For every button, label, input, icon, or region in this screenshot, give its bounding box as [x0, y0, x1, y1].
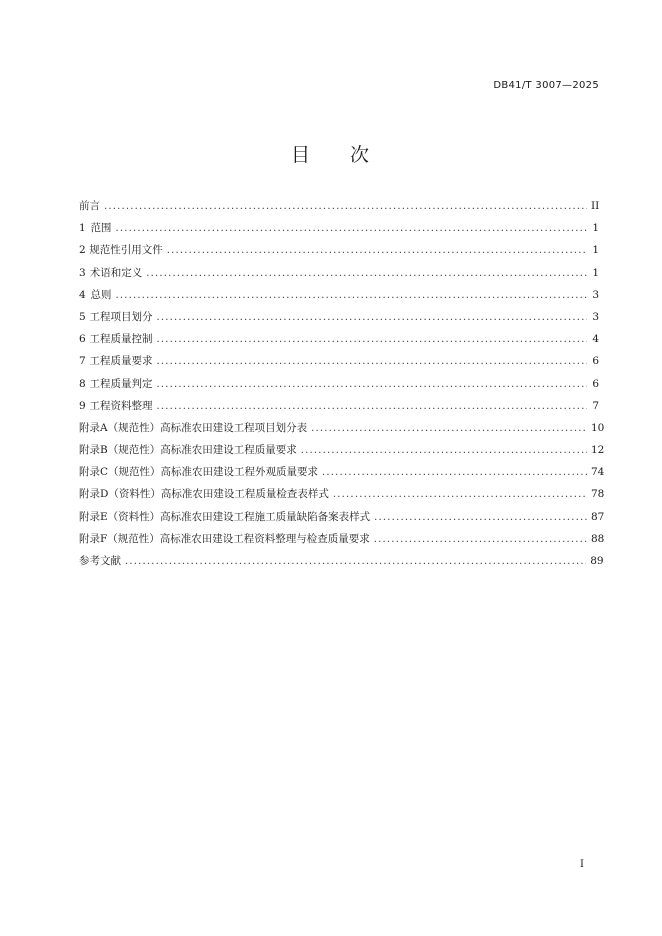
dot-leader [146, 268, 587, 279]
toc-entry[interactable] [79, 376, 599, 398]
toc-entry-appendix: 附录C（规范性） [79, 466, 161, 479]
title-char-2: 次 [350, 144, 372, 166]
toc-entry[interactable] [79, 420, 605, 442]
toc-entry-label: 高标准农田建设工程施工质量缺陷备案表样式 [160, 510, 371, 523]
toc-entry-number: 5 [79, 310, 86, 323]
toc-entry-appendix: 附录B（规范性） [79, 444, 161, 457]
toc-entry-label: 工程质量判定 [89, 377, 153, 390]
toc-entry-page: 7 [592, 399, 599, 412]
toc-entry-label: 高标准农田建设工程项目划分表 [160, 421, 308, 434]
toc-entry-number: 9 [79, 399, 86, 412]
toc-entry-appendix: 附录A（规范性） [79, 421, 161, 434]
toc-entry[interactable] [79, 553, 604, 575]
toc-entry-number: 1 [79, 222, 86, 235]
toc-entry[interactable] [79, 486, 605, 508]
toc-entry-appendix: 附录F（规范性） [79, 532, 160, 545]
toc-entry-page: 88 [591, 532, 605, 545]
toc-entry-label: 高标准农田建设工程质量检查表样式 [160, 488, 329, 501]
toc-entry-label: 范围 [90, 222, 112, 235]
toc-entry[interactable] [79, 331, 599, 353]
toc-entry-page: 1 [592, 222, 599, 235]
toc-entry-page: 74 [591, 466, 605, 479]
toc-entry-appendix: 附录D（资料性） [79, 488, 161, 501]
title-char-1: 目 [290, 144, 312, 166]
toc-entry[interactable] [79, 398, 599, 420]
dot-leader [374, 534, 587, 545]
toc-entry[interactable] [79, 531, 605, 553]
toc-entry-number: 8 [79, 377, 86, 390]
toc-entry-number: 7 [79, 355, 86, 368]
toc-entry-page: 78 [591, 488, 605, 501]
table-of-contents [79, 198, 605, 575]
toc-entry-page: 89 [590, 555, 604, 567]
dot-leader [115, 290, 587, 301]
toc-entry[interactable] [79, 198, 599, 220]
toc-entry-label: 参考文献 [79, 555, 121, 567]
toc-entry-label: 高标准农田建设工程资料整理与检查质量要求 [159, 532, 370, 545]
toc-entry[interactable] [79, 442, 605, 464]
toc-entry-label: 前言 [79, 200, 100, 212]
toc-entry-number: 2 [79, 244, 86, 257]
toc-entry-page: 1 [592, 244, 599, 257]
toc-entry[interactable] [79, 242, 599, 264]
dot-leader [156, 334, 587, 345]
dot-leader [322, 467, 587, 478]
toc-entry-appendix: 附录E（资料性） [79, 510, 161, 523]
toc-entry[interactable] [79, 265, 599, 287]
dot-leader [156, 379, 587, 390]
dot-leader [301, 445, 587, 456]
toc-entry[interactable] [79, 464, 605, 486]
toc-entry[interactable] [79, 287, 599, 309]
dot-leader [374, 512, 587, 523]
dot-leader [125, 556, 586, 567]
dot-leader [311, 423, 587, 434]
toc-entry-page: II [591, 200, 600, 212]
toc-entry-number: 6 [79, 333, 86, 346]
dot-leader [115, 223, 587, 234]
dot-leader [156, 356, 587, 367]
toc-entry-label: 总则 [90, 288, 112, 301]
toc-entry[interactable] [79, 353, 599, 375]
toc-entry-label: 高标准农田建设工程质量要求 [160, 444, 297, 457]
toc-entry-label: 高标准农田建设工程外观质量要求 [160, 466, 319, 479]
page-number: I [580, 859, 584, 870]
dot-leader [104, 201, 587, 212]
toc-entry-page: 6 [592, 355, 599, 368]
toc-entry[interactable] [79, 309, 599, 331]
page-title [0, 140, 662, 167]
toc-entry-label: 工程项目划分 [89, 310, 153, 323]
dot-leader [156, 401, 587, 412]
document-code: DB41/T 3007—2025 [493, 80, 599, 91]
toc-entry-page: 6 [592, 377, 599, 390]
toc-entry-page: 12 [591, 444, 605, 457]
toc-entry-page: 3 [592, 288, 599, 301]
toc-entry-page: 4 [592, 333, 599, 346]
toc-entry-page: 10 [591, 421, 605, 434]
toc-entry-page: 1 [592, 266, 599, 279]
toc-entry-number: 3 [79, 266, 86, 279]
toc-entry-label: 工程资料整理 [89, 399, 153, 412]
toc-entry-label: 规范性引用文件 [89, 244, 163, 257]
toc-entry[interactable] [79, 509, 605, 531]
dot-leader [167, 245, 587, 256]
toc-entry-page: 3 [592, 310, 599, 323]
dot-leader [156, 312, 587, 323]
toc-entry-label: 工程质量控制 [89, 333, 153, 346]
toc-entry-label: 工程质量要求 [89, 355, 153, 368]
dot-leader [333, 489, 587, 500]
toc-entry[interactable] [79, 220, 599, 242]
toc-entry-number: 4 [79, 288, 86, 301]
toc-entry-label: 术语和定义 [89, 266, 143, 279]
toc-entry-page: 87 [591, 510, 605, 523]
